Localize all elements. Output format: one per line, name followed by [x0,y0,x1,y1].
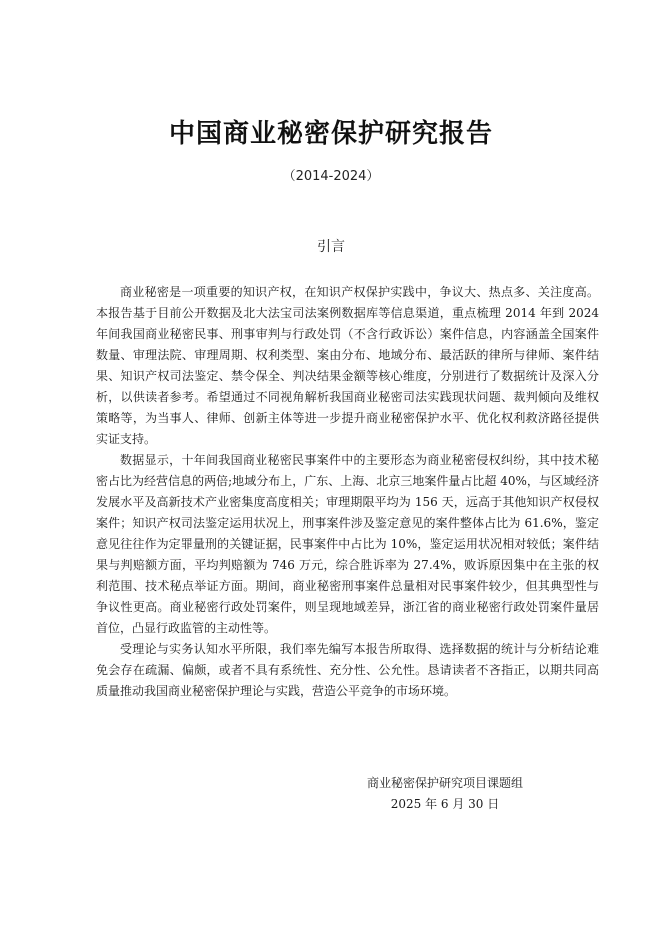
signature-organization: 商业秘密保护研究项目课题组 [366,776,523,790]
report-title: 中国商业秘密保护研究报告 [168,119,493,149]
signature-date: 2025 年 6 月 30 日 [390,797,500,811]
paragraph-disclaimer: 受理论与实务认知水平所限，我们率先编写本报告所取得、选择数据的统计与分析结论难免会存在疏漏、偏颇，或者不具有系统性、充分性、公允性。恳请读者不吝指正，以期共同高质量推动我国商业秘密保护理论与实践，营造公平竞争的市场环境。 [96,642,599,698]
paragraph-overview: 商业秘密是一项重要的知识产权，在知识产权保护实践中，争议大、热点多、关注度高。本报告基于目前公开数据及北大法宝司法案例数据库等信息渠道，重点梳理 2014 年到 2024 年间我国商业秘密民事、刑事审判与行政处罚（不含行政诉讼）案件信息，内容涵盖全国案件数量、审理法院、审理周期、权利类型、案由分布、地域分布、最活跃的律所与律师、案件结果、知识产权司法鉴定、禁令保全、判决结果金额等核心维度，分别进行了数据统计及深入分析，以供读者参考。希望通过不同视角解析我国商业秘密司法实践现状问题、裁判倾向及维权策略等，为当事人、律师、创新主体等进一步提升商业秘密保护水平、优化权利救济路径提供实证支持。 [96,285,599,446]
report-period: （2014-2024） [282,169,380,184]
signature-block [345,773,545,815]
introduction-body [96,282,599,702]
paragraph-findings: 数据显示，十年间我国商业秘密民事案件中的主要形态为商业秘密侵权纠纷，其中技术秘密占比为经营信息的两倍;地域分布上，广东、上海、北京三地案件量占比超 40%，与区域经济发展水平及高新技术产业密集度高度相关；审理期限平均为 156 天，远高于其他知识产权侵权案件；知识产权司法鉴定运用状况上，刑事案件涉及鉴定意见的案件整体占比为 61.6%，鉴定意见往往作为定罪量刑的关键证据，民事案件中占比为 10%，鉴定运用状况相对较低；案件结果与判赔额方面，平均判赔额为 746 万元，综合胜诉率为 27.4%，败诉原因集中在主张的权利范围、技术秘点举证方面。期间，商业秘密刑事案件总量相对民事案件较少，但其典型性与争议性更高。商业秘密行政处罚案件，则呈现地域差异，浙江省的商业秘密行政处罚案件量居首位，凸显行政监管的主动性等。 [96,453,599,635]
section-heading-introduction: 引言 [317,239,345,255]
